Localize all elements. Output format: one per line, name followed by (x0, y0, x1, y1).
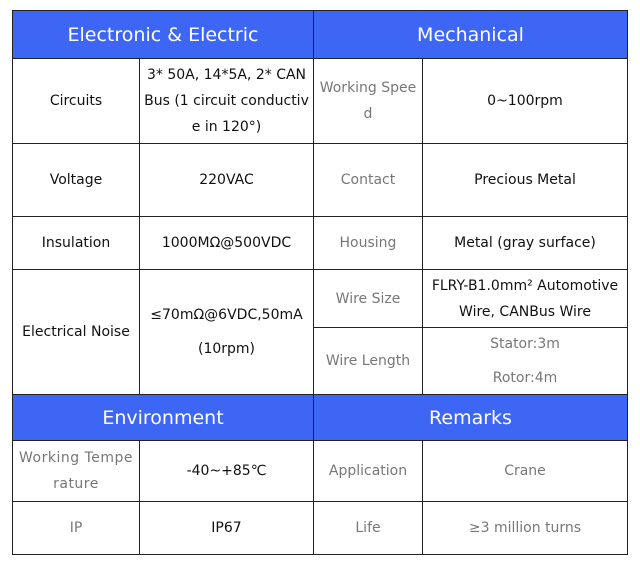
contact-value: Precious Metal (423, 144, 628, 217)
life-label: Life (314, 502, 423, 555)
working-speed-value: 0~100rpm (423, 59, 628, 144)
insulation-label: Insulation (13, 217, 140, 270)
header-environment: Environment (13, 395, 314, 441)
circuits-value: 3* 50A, 14*5A, 2* CANBus (1 circuit conductive in 120°) (140, 59, 314, 144)
insulation-value: 1000MΩ@500VDC (140, 217, 314, 270)
header-electronic: Electronic & Electric (13, 11, 314, 59)
housing-label: Housing (314, 217, 423, 270)
electrical-noise-label: Electrical Noise (13, 270, 140, 395)
header-mechanical: Mechanical (314, 11, 628, 59)
header-remarks: Remarks (314, 395, 628, 441)
wire-length-value: Stator:3m Rotor:4m (423, 328, 628, 395)
working-temperature-value: -40~+85℃ (140, 441, 314, 502)
wire-size-label: Wire Size (314, 270, 423, 328)
spec-table (12, 10, 628, 555)
life-value: ≥3 million turns (423, 502, 628, 555)
application-label: Application (314, 441, 423, 502)
wire-length-label: Wire Length (314, 328, 423, 395)
electrical-noise-value: ≤70mΩ@6VDC,50mA (10rpm) (140, 270, 314, 395)
ip-label: IP (13, 502, 140, 555)
housing-value: Metal (gray surface) (423, 217, 628, 270)
contact-label: Contact (314, 144, 423, 217)
working-speed-label: Working Speed (314, 59, 423, 144)
application-value: Crane (423, 441, 628, 502)
voltage-label: Voltage (13, 144, 140, 217)
voltage-value: 220VAC (140, 144, 314, 217)
ip-value: IP67 (140, 502, 314, 555)
wire-size-value: FLRY-B1.0mm² Automotive Wire, CANBus Wire (423, 270, 628, 328)
working-temperature-label: Working Temperature (13, 441, 140, 502)
circuits-label: Circuits (13, 59, 140, 144)
